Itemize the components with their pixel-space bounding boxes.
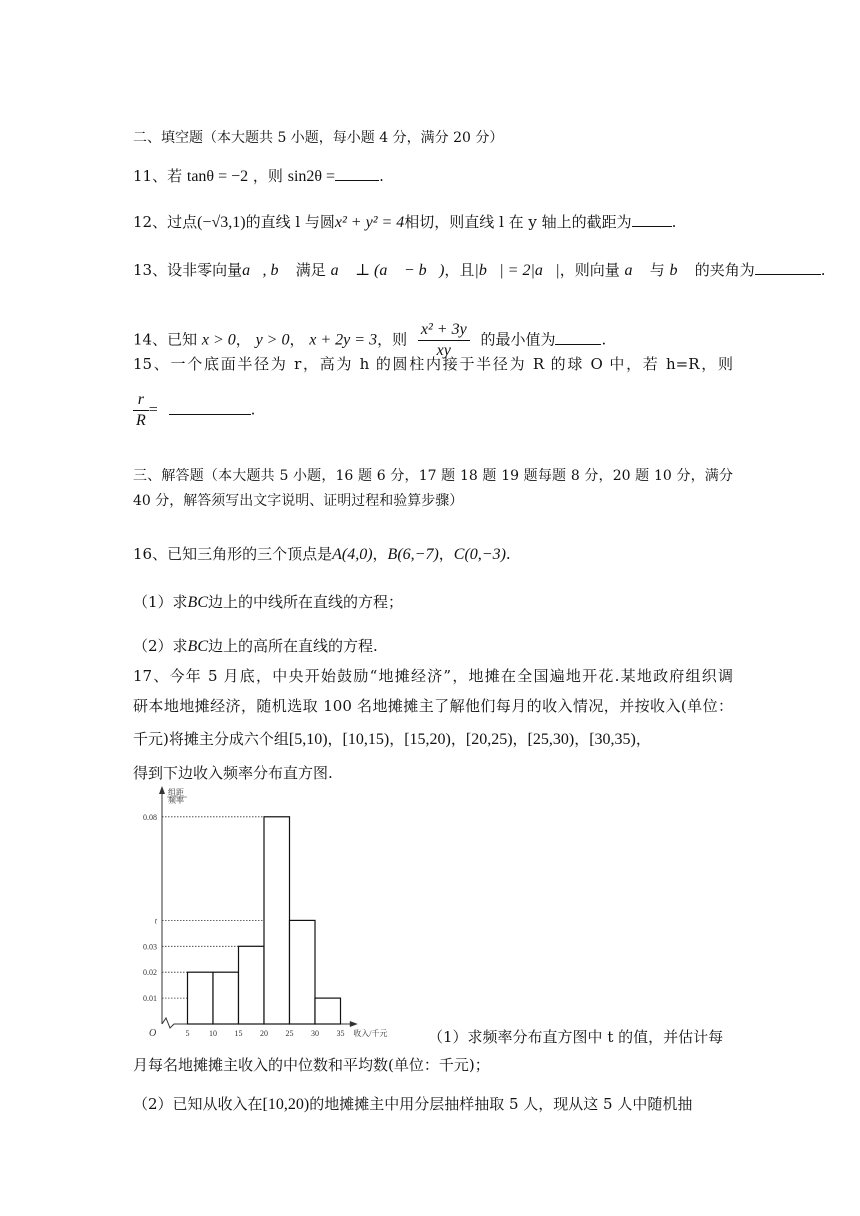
q14-numerator: x² + 3y	[420, 321, 467, 338]
x-tick-25: 25	[285, 1029, 294, 1037]
q17-group-5: [25,30)	[527, 731, 575, 748]
bar-10-15	[213, 972, 239, 1024]
q15-equals: =	[148, 401, 158, 419]
q16-part2-label: （2）求	[133, 637, 188, 655]
q12-answer-blank[interactable]	[632, 212, 672, 227]
q12-circle: x² + y² = 4	[334, 214, 405, 231]
q17-group-2: [10,15)	[342, 731, 390, 748]
q16-point-b: B(6,−7)	[387, 546, 439, 563]
q11-condition: tanθ = −2	[186, 168, 249, 185]
q16-sep1: ，	[372, 545, 388, 563]
x-tick-5: 5	[185, 1029, 190, 1037]
question-12	[133, 212, 676, 233]
q14-text1: ，则	[377, 330, 408, 349]
q15-answer-blank[interactable]	[169, 400, 251, 415]
q16-part2-bc: BC	[187, 638, 208, 655]
q12-text1: 的直线 l 与圆	[245, 213, 335, 231]
q14-constraint: x + 2y = 3	[309, 331, 378, 349]
q15-end: .	[250, 400, 256, 419]
q17-group-4: [20,25)	[465, 731, 513, 748]
q14-sep2: ，	[289, 330, 305, 349]
q15-numerator: r	[137, 391, 144, 408]
y-tick-3: t	[154, 916, 157, 926]
question-16-part1	[133, 592, 403, 613]
y-tick-0: 0.01	[143, 994, 157, 1004]
q17-group-3: [15,20)	[404, 731, 451, 748]
q15-denominator: R	[133, 410, 149, 431]
q12-text2: 相切，则直线 l 在 y 轴上的截距为	[404, 213, 632, 231]
x-axis-label: 收入/千元	[353, 1029, 388, 1037]
q11-target: sin2θ =	[287, 168, 336, 185]
y-tick-1: 0.02	[143, 968, 157, 978]
q17-line1: 17、今年 5 月底，中央开始鼓励“地摊经济”，地摊在全国遍地开花.某地政府组织调	[133, 667, 733, 685]
q13-end: .	[820, 261, 826, 279]
q11-answer-blank[interactable]	[335, 166, 379, 181]
origin-label: O	[149, 1028, 157, 1037]
q16-part1-label: （1）求	[133, 593, 188, 611]
q14-cond-y: y > 0	[255, 331, 290, 349]
q14-cond-x: x > 0	[201, 331, 236, 349]
q16-part1-text: 边上的中线所在直线的方程；	[208, 593, 404, 611]
q13-text1: 满足	[295, 261, 326, 279]
x-tick-15: 15	[234, 1029, 243, 1037]
q17-part2-interval: [10,20)	[262, 1096, 310, 1113]
q14-text2: 的最小值为	[480, 330, 556, 349]
y-tick-4: 0.08	[143, 812, 157, 822]
x-axis-arrow	[350, 1021, 358, 1027]
y-axis-label-top: 组距	[168, 788, 184, 797]
bar-5-10	[188, 972, 214, 1024]
q11-then: ，则	[252, 167, 283, 185]
bar-30-35	[315, 998, 341, 1024]
y-axis-arrow	[159, 786, 165, 794]
question-15-line1: 15、一个底面半径为 r，高为 h 的圆柱内接于半径为 R 的球 O 中，若 h=R，则	[133, 355, 733, 373]
bar-20-25	[264, 817, 290, 1024]
y-tick-2: 0.03	[143, 942, 157, 952]
frequency-histogram	[138, 782, 428, 1037]
q17-part2	[133, 1094, 692, 1115]
q13-text5: 的夹角为	[694, 261, 755, 279]
q13-answer-blank[interactable]	[755, 260, 821, 275]
q14-end: .	[601, 330, 607, 349]
q13-condition1: a⃗ ⊥ (a⃗ − b⃗)	[330, 262, 445, 279]
y-axis-label-bottom: 频率	[168, 796, 184, 805]
q13-text4: 与	[649, 261, 665, 279]
question-16	[133, 544, 511, 565]
q13-number: 13、设非零向量	[133, 261, 243, 279]
q17-part2-lead: （2）已知从收入在	[133, 1095, 263, 1113]
q16-part2-text: 边上的高所在直线的方程.	[208, 637, 378, 655]
x-tick-30: 30	[311, 1029, 319, 1037]
x-tick-35: 35	[336, 1029, 345, 1037]
bar-25-30	[290, 920, 316, 1024]
bar-15-20	[239, 946, 265, 1024]
q17-group-1: [5,10)	[288, 731, 328, 748]
q15-fraction	[133, 390, 149, 431]
q13-condition2: |b⃗| = 2|a⃗|	[474, 262, 560, 279]
fill-section-title: 二、填空题（本大题共 5 小题，每小题 4 分，满分 20 分）	[133, 130, 504, 146]
q16-end: .	[505, 545, 511, 563]
solve-section-title-line2: 40 分，解答须写出文字说明、证明过程和验算步骤）	[133, 493, 464, 509]
solve-section-title: 三、解答题（本大题共 5 小题，16 题 6 分，17 题 18 题 19 题每题 8 分，20 题 10 分，满分	[133, 468, 733, 484]
q14-answer-blank[interactable]	[555, 330, 601, 345]
q12-end: .	[671, 213, 677, 231]
q11-number: 11、若	[133, 167, 183, 185]
q17-line3: 千元)将摊主分成六个组[5,10)，[10,15)，[15,20)，[20,25)，[25,30)，[30,35)，	[133, 730, 651, 748]
q14-sep1: ，	[235, 330, 251, 349]
q12-number: 12、过点	[133, 213, 198, 231]
q17-group-6: [30,35)	[589, 731, 636, 748]
q14-number: 14、已知	[133, 330, 198, 349]
x-tick-10: 10	[209, 1029, 217, 1037]
q14-denominator: xy	[418, 340, 470, 361]
q12-point: (−√3,1)	[197, 214, 246, 231]
question-16-part2	[133, 636, 378, 657]
q13-text2: ，且	[444, 261, 475, 279]
q17-part1-b: 月每名地摊摊主收入的中位数和平均数(单位：千元)；	[133, 1056, 490, 1074]
q13-vector-a: a⃗	[624, 262, 645, 279]
q16-sep2: ，	[438, 545, 454, 563]
question-13	[133, 260, 826, 281]
q17-line2: 研本地地摊经济，随机选取 100 名地摊摊主了解他们每月的收入情况，并按收入(单位：	[133, 697, 733, 715]
q16-point-a: A(4,0)	[332, 546, 373, 563]
q17-part1-a: （1）求频率分布直方图中 t 的值，并估计每	[428, 1028, 724, 1046]
q13-vector-b: b⃗	[669, 262, 690, 279]
q16-part1-bc: BC	[187, 594, 208, 611]
q16-stem: 16、已知三角形的三个顶点是	[133, 545, 333, 563]
question-11	[133, 166, 384, 187]
q13-vectors: a⃗, b⃗	[242, 262, 291, 279]
q13-text3: ，则向量	[559, 261, 620, 279]
q17-groups-lead: 千元)将摊主分成六个组	[133, 730, 289, 748]
x-tick-20: 20	[260, 1029, 268, 1037]
q17-line4: 得到下边收入频率分布直方图.	[133, 764, 333, 782]
q17-part2-text: 的地摊摊主中用分层抽样抽取 5 人，现从这 5 人中随机抽	[309, 1095, 693, 1113]
q16-point-c: C(0,−3)	[453, 546, 506, 563]
q11-end: .	[379, 167, 384, 185]
question-15-line2	[133, 390, 255, 431]
